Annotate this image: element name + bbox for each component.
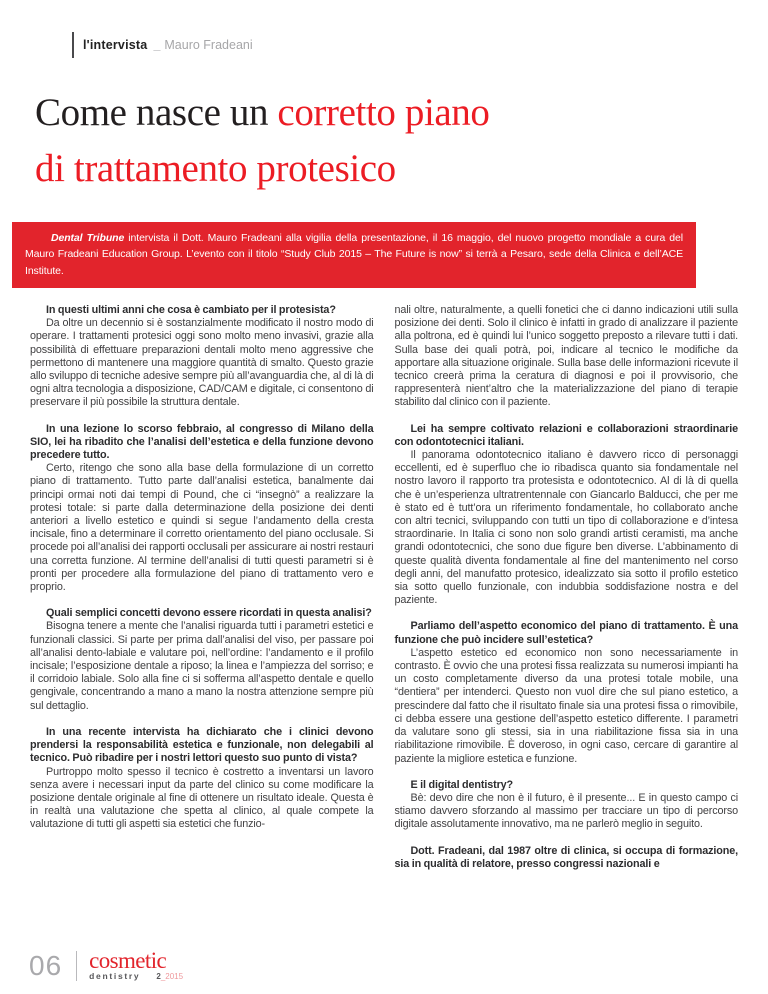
article-body <box>30 304 738 871</box>
intro-banner-lead: Dental Tribune <box>51 232 125 244</box>
page-title <box>35 85 489 197</box>
title-black-part: Come nasce un <box>35 91 278 134</box>
article-paragraph-question: Quali semplici concetti devono essere ricordati in questa analisi? <box>46 607 372 620</box>
magazine-logo-subrow <box>89 971 183 981</box>
article-paragraph-answer: Purtroppo molto spesso il tecnico è costretto a inventarsi un lavoro senza avere i necessari input da parte del clinico su come modificare la posizione dentale originale al fine di ottenere un risultato ideale. Questa è in realtà una valutazione che spetta al clinico, al quale compete la valutazione di tutti gli aspetti sia estetici che funzio- <box>30 765 374 831</box>
article-column-left <box>30 304 374 871</box>
article-paragraph-answer: Bè: devo dire che non è il futuro, è il presente... E in questo campo ci stiamo davvero sforzando al massimo per tracciare un tipo di percorso digitale assolutamente innovativo, ma ne parlerò meglio in seguito. <box>394 791 738 831</box>
article-paragraph-question: In questi ultimi anni che cosa è cambiato per il protesista? <box>46 304 336 316</box>
header-rule <box>72 32 74 58</box>
magazine-issue-number: 2 <box>156 972 161 981</box>
intro-banner-body: intervista il Dott. Mauro Fradeani alla vigilia della presentazione, il 16 maggio, del nuovo progetto mondiale a cura del Mauro Fradeani Education Group. L’evento con il titolo “Study Club 2015 – The Future is now” si terrà a Pesaro, sede della Clinica e dell’ACE Institute. <box>25 232 683 277</box>
article-paragraph-answer: L’aspetto estetico ed economico non sono necessariamente in contrasto. È ovvio che una protesi fissa realizzata su numerosi impianti ha un costo completamente diverso da una protesi totale mobile, una “dentiera” per intenderci. Questo non vuol dire che sul piano estetico, a prescindere dal fatto che il risultato finale sia una protesi fissa o rimovibile, ci debba essere una gestione dell’aspetto estetico differente. I parametri da valutare sono gli stessi, sia in una riabilitazione fissa sia in una riabilitazione rimovibile. È doveroso, in ogni caso, cercare di garantire al paziente la migliore estetica e funzione. <box>394 646 738 765</box>
article-paragraph-question: E il digital dentistry? <box>410 778 514 791</box>
footer-divider <box>76 951 77 981</box>
title-red-part-line1: corretto piano <box>277 91 490 134</box>
magazine-issue <box>156 972 183 981</box>
article-paragraph-question: In una recente intervista ha dichiarato che i clinici devono prendersi la responsabilità estetica e funzionale, non delegabili al tecnico. Può ribadire per i nostri lettori questo suo punto di vista? <box>30 725 374 765</box>
article-paragraph-question: Dott. Fradeani, dal 1987 oltre di clinica, si occupa di formazione, sia in qualità di relatore, presso congressi nazionali e <box>394 844 738 870</box>
header-separator: _ <box>153 38 161 52</box>
article-paragraph-answer: nali oltre, naturalmente, a quelli fonetici che ci danno indicazioni utili sulla posizione dei denti. Solo il clinico è infatti in grado di analizzare il paziente alla poltrona, ed è quindi lui l’unico soggetto preposto a rilevare tutti i dati. Sulla base dei quali potrà, poi, indicare al tecnico le modifiche da apportare alla situazione originale. Sulla base delle informazioni ricevute il tecnico creerà prima la ceratura di diagnosi e poi il provvisorio, che rappresenterà nient’altro che la materializzazione del piano di terapie stabilito dal clinico con il paziente. <box>394 304 738 409</box>
article-column-right <box>395 304 739 871</box>
magazine-logo-subtitle: dentistry <box>89 971 141 981</box>
article-paragraph-answer: Il panorama odontotecnico italiano è davvero ricco di personaggi eccellenti, ed è superfluo che io ribadisca quanto sia fondamentale nel nostro lavoro il rapporto tra protesista e odontotecnico. Al di là di quella che è un’esperienza ultratrentennale con Giancarlo Balducci, che per me è stato ed è tutt’ora un riferimento fondamentale, ho collaborato anche con altri tecnici, sviluppando con tutti un tipo di collaborazione e d’intesa straordinarie. In Italia ci sono non solo grandi artisti ceramisti, ma anche grandi odontotecnici, che sono due figure ben diverse. L’abbinamento di queste qualità diventa fondamentale al fine del mantenimento nel corso degli anni, del manufatto protesico, idealizzato sia sotto il profilo estetico sia sotto quello funzionale, con indubbia soddisfazione nostra e del paziente. <box>394 449 738 607</box>
magazine-logo-title: cosmetic <box>89 948 167 973</box>
section-label: l'intervista <box>83 38 148 52</box>
header-subject: Mauro Fradeani <box>164 38 253 52</box>
article-paragraph-question: Parliamo dell’aspetto economico del piano di trattamento. È una funzione che può incidere sull’estetica? <box>394 620 738 646</box>
magazine-logo <box>89 948 184 981</box>
page-footer <box>29 948 184 981</box>
magazine-issue-year: _2015 <box>160 972 184 981</box>
page-header <box>72 32 253 58</box>
article-paragraph-answer: Da oltre un decennio si è sostanzialmente modificato il nostro modo di operare. I trattamenti protesici oggi sono molto meno invasivi, grazie alla possibilità di effettuare preparazioni dentali molto meno aggressive che permettono di mantenere una maggiore quantità di smalto. Questo grazie allo sviluppo di tecniche adesive sempre più all’avanguardia che, al di là di ogni altra tecnologia a disposizione, CAD/CAM e digitale, ci consentono di preservare il più possibile la struttura dentale. <box>30 317 374 409</box>
page-number: 06 <box>29 950 63 981</box>
intro-banner <box>12 222 696 288</box>
title-red-part-line2: di trattamento protesico <box>35 147 396 190</box>
article-paragraph-answer: Bisogna tenere a mente che l’analisi riguarda tutti i parametri estetici e funzionali classici. Si parte per prima dall’analisi del viso, per passare poi all’analisi dento-labiale e valutare poi, nell’ordine: l’andamento e il profilo incisale; l’esposizione dentale a riposo; la linea e l’ampiezza del sorriso; e il corridoio labiale. Solo alla fine ci si sofferma all’aspetto dentale e quello gengivale, concentrando a mano a mano la nostra attenzione sempre più sul dettaglio. <box>30 620 374 712</box>
article-paragraph-question: Lei ha sempre coltivato relazioni e collaborazioni straordinarie con odontotecnici italiani. <box>394 422 738 448</box>
article-paragraph-answer: Certo, ritengo che sono alla base della formulazione di un corretto piano di trattamento. Tutto parte dall’analisi estetica, banalmente dai principi ormai noti dai tempi di Pound, che ci “insegnò” a realizzare la protesi totale: si parte dalla determinazione della posizione dei denti anteriori a livello estetico e quindi si segue l’andamento della cresta incisale, fino a determinare il corretto orientamento del piano occlusale. Si procede poi all’analisi dei rapporti occlusali per assicurare ai nostri restauri una corretta funzione. Al termine dell’analisi di tutti questi parametri si è pronti per procedere alla formulazione del piano di trattamento vero e proprio. <box>30 462 374 594</box>
intro-banner-text <box>25 230 683 279</box>
article-paragraph-question: In una lezione lo scorso febbraio, al congresso di Milano della SIO, lei ha ribadito che l’analisi dell’estetica e della funzione devono precedere tutto. <box>30 422 374 462</box>
